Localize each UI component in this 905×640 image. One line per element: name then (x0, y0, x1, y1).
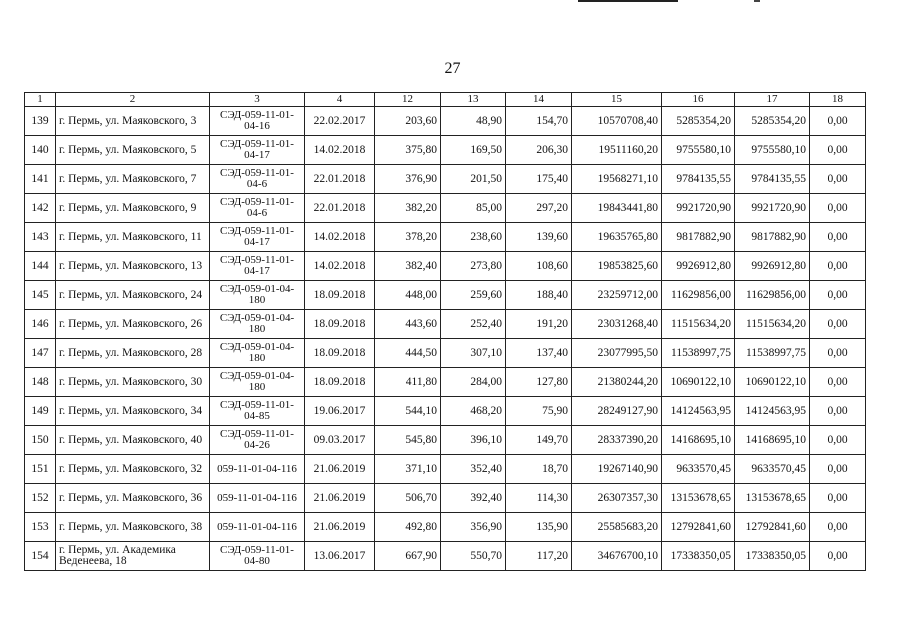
col17-cell: 12792841,60 (735, 513, 810, 542)
address-cell: г. Пермь, ул. Маяковского, 40 (56, 426, 210, 455)
document-code-cell: СЭД-059-01-04-180 (210, 281, 305, 310)
col12-cell: 492,80 (375, 513, 441, 542)
page-number: 27 (444, 60, 461, 77)
col15-cell: 19267140,90 (572, 455, 662, 484)
col17-cell: 14124563,95 (735, 397, 810, 426)
col14-cell: 117,20 (506, 542, 572, 571)
col15-cell: 25585683,20 (572, 513, 662, 542)
col15-cell: 23077995,50 (572, 339, 662, 368)
header-cell: 15 (572, 93, 662, 107)
col17-cell: 17338350,05 (735, 542, 810, 571)
col12-cell: 444,50 (375, 339, 441, 368)
col14-cell: 154,70 (506, 107, 572, 136)
col14-cell: 108,60 (506, 252, 572, 281)
col12-cell: 667,90 (375, 542, 441, 571)
col17-cell: 11538997,75 (735, 339, 810, 368)
document-code-cell: СЭД-059-11-01-04-85 (210, 397, 305, 426)
date-cell: 14.02.2018 (305, 136, 375, 165)
col17-cell: 9784135,55 (735, 165, 810, 194)
document-code-cell: СЭД-059-11-01-04-6 (210, 194, 305, 223)
col14-cell: 127,80 (506, 368, 572, 397)
table-row (25, 223, 866, 252)
address-cell: г. Пермь, ул. Маяковского, 32 (56, 455, 210, 484)
table-row (25, 542, 866, 571)
col12-cell: 382,20 (375, 194, 441, 223)
col14-cell: 137,40 (506, 339, 572, 368)
col15-cell: 19635765,80 (572, 223, 662, 252)
document-code-cell: СЭД-059-01-04-180 (210, 368, 305, 397)
col12-cell: 411,80 (375, 368, 441, 397)
col12-cell: 545,80 (375, 426, 441, 455)
document-code-cell: СЭД-059-11-01-04-16 (210, 107, 305, 136)
col16-cell: 9755580,10 (662, 136, 735, 165)
address-cell: г. Пермь, ул. Маяковского, 36 (56, 484, 210, 513)
col15-cell: 21380244,20 (572, 368, 662, 397)
address-cell: г. Пермь, ул. Маяковского, 13 (56, 252, 210, 281)
address-cell: г. Пермь, ул. Маяковского, 9 (56, 194, 210, 223)
col17-cell: 11629856,00 (735, 281, 810, 310)
col16-cell: 9784135,55 (662, 165, 735, 194)
table-row (25, 281, 866, 310)
address-cell: г. Пермь, ул. Маяковского, 38 (56, 513, 210, 542)
date-cell: 19.06.2017 (305, 397, 375, 426)
row-number-cell: 147 (25, 339, 56, 368)
col14-cell: 175,40 (506, 165, 572, 194)
date-cell: 18.09.2018 (305, 368, 375, 397)
header-cell: 12 (375, 93, 441, 107)
table-row (25, 136, 866, 165)
header-cell: 16 (662, 93, 735, 107)
col17-cell: 10690122,10 (735, 368, 810, 397)
table-row (25, 165, 866, 194)
row-number-cell: 139 (25, 107, 56, 136)
row-number-cell: 152 (25, 484, 56, 513)
col18-cell: 0,00 (810, 310, 866, 339)
document-code-cell: СЭД-059-01-04-180 (210, 339, 305, 368)
col12-cell: 203,60 (375, 107, 441, 136)
table-row (25, 339, 866, 368)
header-cell: 2 (56, 93, 210, 107)
row-number-cell: 154 (25, 542, 56, 571)
col14-cell: 139,60 (506, 223, 572, 252)
address-cell: г. Пермь, ул. Маяковского, 5 (56, 136, 210, 165)
document-code-cell: 059-11-01-04-116 (210, 455, 305, 484)
top-rule (578, 0, 678, 2)
col18-cell: 0,00 (810, 368, 866, 397)
row-number-cell: 146 (25, 310, 56, 339)
col16-cell: 11629856,00 (662, 281, 735, 310)
col16-cell: 14168695,10 (662, 426, 735, 455)
col12-cell: 544,10 (375, 397, 441, 426)
row-number-cell: 143 (25, 223, 56, 252)
date-cell: 21.06.2019 (305, 484, 375, 513)
table-row (25, 455, 866, 484)
col16-cell: 17338350,05 (662, 542, 735, 571)
document-code-cell: СЭД-059-11-01-04-6 (210, 165, 305, 194)
col18-cell: 0,00 (810, 194, 866, 223)
top-mark (754, 0, 760, 2)
row-number-cell: 145 (25, 281, 56, 310)
col16-cell: 9921720,90 (662, 194, 735, 223)
col17-cell: 11515634,20 (735, 310, 810, 339)
col18-cell: 0,00 (810, 484, 866, 513)
row-number-cell: 150 (25, 426, 56, 455)
col15-cell: 34676700,10 (572, 542, 662, 571)
col12-cell: 506,70 (375, 484, 441, 513)
col12-cell: 382,40 (375, 252, 441, 281)
col15-cell: 19568271,10 (572, 165, 662, 194)
col13-cell: 356,90 (441, 513, 506, 542)
col14-cell: 135,90 (506, 513, 572, 542)
col14-cell: 188,40 (506, 281, 572, 310)
col12-cell: 371,10 (375, 455, 441, 484)
address-cell: г. Пермь, ул. Маяковского, 24 (56, 281, 210, 310)
col18-cell: 0,00 (810, 165, 866, 194)
col17-cell: 13153678,65 (735, 484, 810, 513)
document-code-cell: 059-11-01-04-116 (210, 484, 305, 513)
date-cell: 14.02.2018 (305, 252, 375, 281)
col18-cell: 0,00 (810, 223, 866, 252)
header-cell: 17 (735, 93, 810, 107)
col18-cell: 0,00 (810, 339, 866, 368)
table-row (25, 194, 866, 223)
col17-cell: 9817882,90 (735, 223, 810, 252)
col14-cell: 75,90 (506, 397, 572, 426)
col13-cell: 259,60 (441, 281, 506, 310)
col14-cell: 206,30 (506, 136, 572, 165)
col15-cell: 28249127,90 (572, 397, 662, 426)
document-code-cell: СЭД-059-11-01-04-17 (210, 252, 305, 281)
document-code-cell: СЭД-059-11-01-04-17 (210, 223, 305, 252)
col13-cell: 238,60 (441, 223, 506, 252)
col13-cell: 392,40 (441, 484, 506, 513)
date-cell: 14.02.2018 (305, 223, 375, 252)
col13-cell: 273,80 (441, 252, 506, 281)
document-code-cell: СЭД-059-11-01-04-17 (210, 136, 305, 165)
row-number-cell: 142 (25, 194, 56, 223)
col16-cell: 12792841,60 (662, 513, 735, 542)
table-header-row (25, 93, 866, 107)
row-number-cell: 153 (25, 513, 56, 542)
document-code-cell: СЭД-059-11-01-04-80 (210, 542, 305, 571)
row-number-cell: 149 (25, 397, 56, 426)
table-row (25, 310, 866, 339)
col18-cell: 0,00 (810, 426, 866, 455)
address-cell: г. Пермь, ул. Маяковского, 30 (56, 368, 210, 397)
date-cell: 18.09.2018 (305, 310, 375, 339)
address-cell: г. Пермь, ул. Маяковского, 34 (56, 397, 210, 426)
table-row (25, 426, 866, 455)
row-number-cell: 151 (25, 455, 56, 484)
col12-cell: 375,80 (375, 136, 441, 165)
document-code-cell: СЭД-059-01-04-180 (210, 310, 305, 339)
col18-cell: 0,00 (810, 513, 866, 542)
row-number-cell: 140 (25, 136, 56, 165)
col13-cell: 307,10 (441, 339, 506, 368)
date-cell: 18.09.2018 (305, 339, 375, 368)
col13-cell: 48,90 (441, 107, 506, 136)
col18-cell: 0,00 (810, 107, 866, 136)
header-cell: 18 (810, 93, 866, 107)
table-row (25, 397, 866, 426)
header-cell: 1 (25, 93, 56, 107)
col12-cell: 378,20 (375, 223, 441, 252)
address-cell: г. Пермь, ул. Академика Веденеева, 18 (56, 542, 210, 571)
date-cell: 09.03.2017 (305, 426, 375, 455)
date-cell: 18.09.2018 (305, 281, 375, 310)
address-cell: г. Пермь, ул. Маяковского, 26 (56, 310, 210, 339)
col14-cell: 114,30 (506, 484, 572, 513)
document-code-cell: 059-11-01-04-116 (210, 513, 305, 542)
header-cell: 4 (305, 93, 375, 107)
table-row (25, 513, 866, 542)
header-cell: 3 (210, 93, 305, 107)
col18-cell: 0,00 (810, 455, 866, 484)
col16-cell: 9633570,45 (662, 455, 735, 484)
address-cell: г. Пермь, ул. Маяковского, 28 (56, 339, 210, 368)
col13-cell: 169,50 (441, 136, 506, 165)
col18-cell: 0,00 (810, 542, 866, 571)
col16-cell: 10690122,10 (662, 368, 735, 397)
col12-cell: 448,00 (375, 281, 441, 310)
col13-cell: 468,20 (441, 397, 506, 426)
header-cell: 14 (506, 93, 572, 107)
col15-cell: 19511160,20 (572, 136, 662, 165)
col14-cell: 191,20 (506, 310, 572, 339)
col16-cell: 9926912,80 (662, 252, 735, 281)
col13-cell: 284,00 (441, 368, 506, 397)
table-row (25, 484, 866, 513)
col13-cell: 352,40 (441, 455, 506, 484)
date-cell: 22.01.2018 (305, 194, 375, 223)
address-cell: г. Пермь, ул. Маяковского, 3 (56, 107, 210, 136)
date-cell: 21.06.2019 (305, 513, 375, 542)
col16-cell: 5285354,20 (662, 107, 735, 136)
col14-cell: 149,70 (506, 426, 572, 455)
col13-cell: 550,70 (441, 542, 506, 571)
col16-cell: 14124563,95 (662, 397, 735, 426)
table-row (25, 107, 866, 136)
col15-cell: 23031268,40 (572, 310, 662, 339)
col18-cell: 0,00 (810, 281, 866, 310)
col17-cell: 9921720,90 (735, 194, 810, 223)
col13-cell: 85,00 (441, 194, 506, 223)
data-table (24, 92, 866, 571)
col17-cell: 9755580,10 (735, 136, 810, 165)
date-cell: 22.01.2018 (305, 165, 375, 194)
row-number-cell: 141 (25, 165, 56, 194)
address-cell: г. Пермь, ул. Маяковского, 11 (56, 223, 210, 252)
col16-cell: 11515634,20 (662, 310, 735, 339)
col16-cell: 9817882,90 (662, 223, 735, 252)
row-number-cell: 148 (25, 368, 56, 397)
col18-cell: 0,00 (810, 397, 866, 426)
table-row (25, 368, 866, 397)
date-cell: 22.02.2017 (305, 107, 375, 136)
col17-cell: 14168695,10 (735, 426, 810, 455)
col15-cell: 28337390,20 (572, 426, 662, 455)
col16-cell: 11538997,75 (662, 339, 735, 368)
table-row (25, 252, 866, 281)
col16-cell: 13153678,65 (662, 484, 735, 513)
date-cell: 13.06.2017 (305, 542, 375, 571)
col15-cell: 23259712,00 (572, 281, 662, 310)
col15-cell: 19843441,80 (572, 194, 662, 223)
row-number-cell: 144 (25, 252, 56, 281)
col12-cell: 443,60 (375, 310, 441, 339)
col15-cell: 19853825,60 (572, 252, 662, 281)
col13-cell: 201,50 (441, 165, 506, 194)
col15-cell: 10570708,40 (572, 107, 662, 136)
address-cell: г. Пермь, ул. Маяковского, 7 (56, 165, 210, 194)
col12-cell: 376,90 (375, 165, 441, 194)
col14-cell: 18,70 (506, 455, 572, 484)
col17-cell: 9633570,45 (735, 455, 810, 484)
col14-cell: 297,20 (506, 194, 572, 223)
date-cell: 21.06.2019 (305, 455, 375, 484)
col18-cell: 0,00 (810, 252, 866, 281)
col13-cell: 396,10 (441, 426, 506, 455)
col17-cell: 9926912,80 (735, 252, 810, 281)
col17-cell: 5285354,20 (735, 107, 810, 136)
header-cell: 13 (441, 93, 506, 107)
col18-cell: 0,00 (810, 136, 866, 165)
col13-cell: 252,40 (441, 310, 506, 339)
document-code-cell: СЭД-059-11-01-04-26 (210, 426, 305, 455)
col15-cell: 26307357,30 (572, 484, 662, 513)
